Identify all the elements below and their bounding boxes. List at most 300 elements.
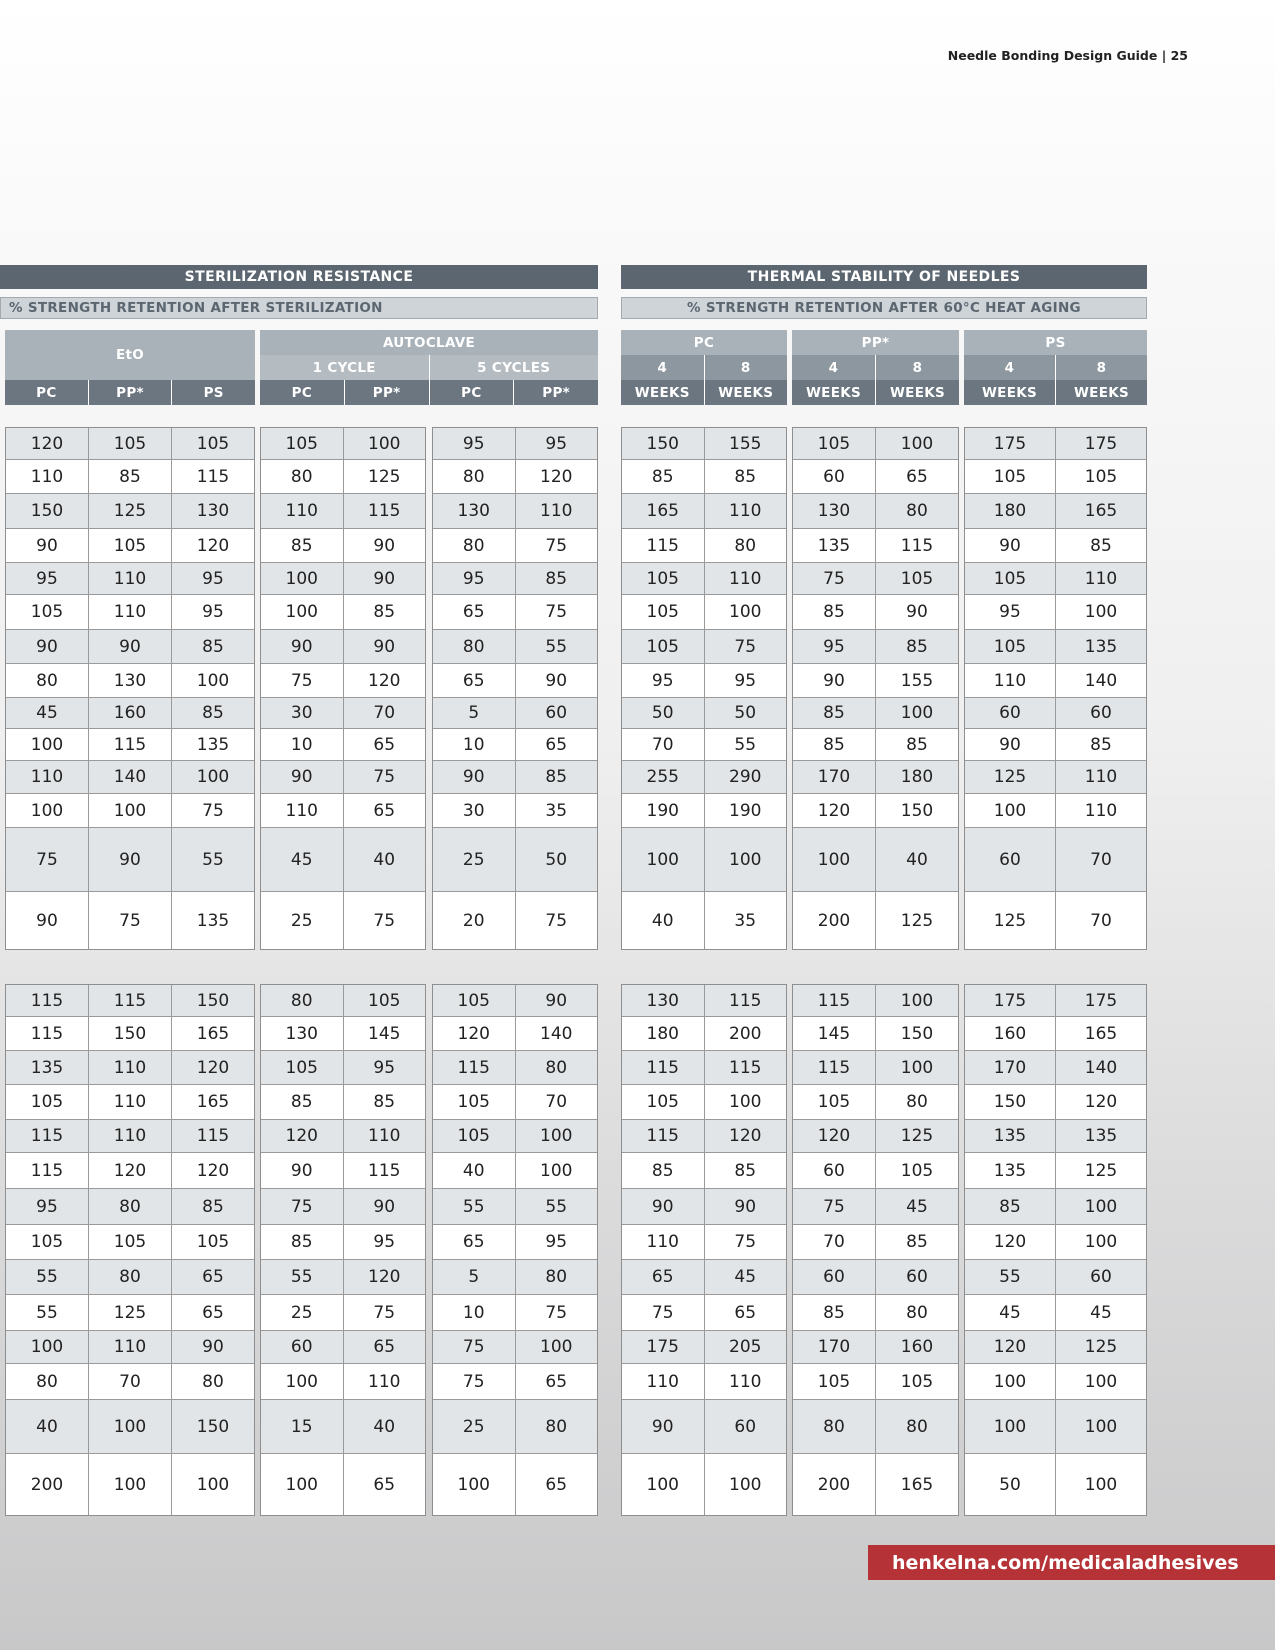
table-cell: 55 [545, 636, 568, 657]
table-cell: 95 [793, 630, 876, 663]
table-cell: 60 [793, 1260, 876, 1294]
table-block2-ac1 [260, 984, 426, 1516]
table-cell: 95 [202, 568, 224, 589]
table-row [261, 460, 425, 494]
table-cell: 115 [6, 1017, 89, 1050]
table-cell: 65 [545, 1371, 568, 1392]
table-cell: 80 [906, 1302, 928, 1323]
table-cell: 105 [6, 595, 89, 629]
table-row [793, 1085, 958, 1120]
table-cell: 115 [89, 729, 172, 760]
table-row [433, 1189, 597, 1225]
table-cell: 90 [622, 1189, 705, 1224]
table-cell: 110 [89, 1051, 172, 1084]
table-cell: 100 [261, 1364, 344, 1399]
table-cell: 80 [261, 460, 344, 493]
table-cell: 105 [900, 568, 934, 589]
ac1-col-pc: PC [260, 380, 345, 405]
table-row [433, 794, 597, 828]
table-cell: 135 [6, 1051, 89, 1084]
table-row [622, 698, 786, 729]
table-cell: 100 [622, 1454, 705, 1515]
table-cell: 135 [965, 1120, 1056, 1152]
table-cell: 80 [433, 630, 516, 663]
table-cell: 75 [793, 1189, 876, 1224]
table-cell: 85 [906, 734, 928, 755]
table-cell: 115 [368, 501, 401, 521]
table-cell: 100 [196, 1474, 230, 1495]
table-cell: 100 [1084, 1474, 1118, 1495]
table-block1-eto [5, 427, 255, 950]
footer-url-bar[interactable]: henkelna.com/medicaladhesives [868, 1545, 1275, 1580]
table-row [965, 595, 1146, 630]
table-row [261, 1400, 425, 1454]
table-cell: 105 [622, 563, 705, 594]
table-cell: 85 [373, 1092, 396, 1112]
table-row [261, 1454, 425, 1515]
table-cell: 90 [793, 664, 876, 697]
thermal-pc-label: PC [621, 330, 787, 355]
table-cell: 65 [373, 1474, 396, 1495]
table-cell: 75 [545, 535, 568, 556]
table-cell: 65 [373, 800, 396, 821]
table-cell: 90 [965, 529, 1056, 562]
table-cell: 80 [89, 1260, 172, 1294]
table-cell: 65 [373, 1337, 396, 1357]
table-cell: 70 [1090, 910, 1112, 931]
table-row [6, 595, 254, 630]
table-row [433, 1051, 597, 1085]
table-row [965, 664, 1146, 698]
table-cell: 120 [6, 428, 89, 459]
table-row [793, 1331, 958, 1364]
table-row [433, 985, 597, 1017]
table-row [6, 1364, 254, 1400]
table-cell: 175 [1084, 990, 1118, 1011]
table-row [6, 494, 254, 529]
table-cell: 130 [196, 501, 230, 521]
table-cell: 80 [6, 1364, 89, 1399]
table-cell: 135 [196, 734, 230, 755]
table-cell: 85 [793, 698, 876, 728]
table-cell: 110 [729, 501, 762, 521]
table-row [622, 1225, 786, 1260]
table-cell: 105 [89, 529, 172, 562]
pp-8-label: 8 [876, 355, 959, 380]
table-cell: 85 [734, 466, 757, 487]
table-cell: 110 [622, 1364, 705, 1399]
table-row [622, 1331, 786, 1364]
ac5-col-pp: PP* [514, 380, 598, 405]
table-row [433, 1153, 597, 1189]
table-cell: 10 [433, 1295, 516, 1330]
table-block1-t_pc [621, 427, 787, 950]
table-row [622, 460, 786, 494]
table-block2-t_pp [792, 984, 959, 1516]
table-block1-ac1 [260, 427, 426, 950]
table-cell: 75 [373, 767, 396, 787]
table-cell: 65 [433, 1225, 516, 1259]
table-cell: 85 [906, 1232, 928, 1252]
table-cell: 110 [1084, 767, 1118, 787]
table-cell: 95 [202, 602, 224, 622]
table-cell: 120 [433, 1017, 516, 1050]
table-cell: 85 [202, 703, 224, 723]
table-cell: 110 [261, 794, 344, 827]
table-row [6, 1260, 254, 1295]
table-cell: 75 [202, 800, 224, 821]
table-cell: 85 [622, 460, 705, 493]
table-row [433, 698, 597, 729]
table-row [622, 1120, 786, 1153]
table-cell: 60 [734, 1416, 757, 1437]
table-cell: 55 [6, 1260, 89, 1294]
table-row [6, 1225, 254, 1260]
table-cell: 160 [900, 1337, 934, 1357]
table-row [965, 1225, 1146, 1260]
table-cell: 100 [729, 1092, 762, 1112]
table-row [622, 828, 786, 892]
table-cell: 100 [900, 433, 934, 454]
table-row [793, 630, 958, 664]
table-cell: 150 [196, 990, 230, 1011]
table-cell: 75 [545, 602, 568, 622]
table-cell: 160 [965, 1017, 1056, 1050]
table-cell: 130 [433, 494, 516, 528]
table-cell: 105 [433, 985, 516, 1016]
table-row [622, 1085, 786, 1120]
table-cell: 105 [6, 1225, 89, 1259]
table-row [6, 794, 254, 828]
table-cell: 85 [545, 568, 568, 589]
table-cell: 25 [433, 828, 516, 891]
table-row [965, 529, 1146, 563]
table-cell: 160 [89, 698, 172, 728]
table-cell: 140 [1084, 670, 1118, 691]
table-cell: 100 [89, 1454, 172, 1515]
table-cell: 100 [6, 794, 89, 827]
table-cell: 80 [261, 985, 344, 1016]
table-cell: 95 [6, 563, 89, 594]
table-row [261, 1331, 425, 1364]
table-cell: 105 [622, 630, 705, 663]
table-cell: 115 [900, 535, 934, 556]
table-cell: 115 [368, 1160, 401, 1181]
table-row [622, 1260, 786, 1295]
autoclave-header [260, 330, 598, 406]
table-cell: 100 [368, 433, 401, 454]
table-row [622, 729, 786, 761]
table-row [261, 729, 425, 761]
thermal-ps-header [964, 330, 1147, 406]
table-row [6, 1331, 254, 1364]
table-cell: 120 [196, 1160, 230, 1181]
table-cell: 100 [89, 794, 172, 827]
table-cell: 80 [545, 1057, 568, 1078]
table-cell: 110 [1084, 568, 1118, 589]
table-row [6, 664, 254, 698]
table-row [622, 595, 786, 630]
eto-col-pp: PP* [89, 380, 173, 405]
table-cell: 125 [900, 1126, 934, 1146]
table-cell: 125 [965, 892, 1056, 949]
table-cell: 120 [793, 1120, 876, 1152]
table-cell: 45 [734, 1267, 757, 1287]
table-row [622, 1051, 786, 1085]
table-row [793, 828, 958, 892]
table-cell: 105 [196, 1232, 230, 1252]
table-cell: 85 [965, 1189, 1056, 1224]
table-row [793, 729, 958, 761]
table-cell: 10 [433, 729, 516, 760]
table-cell: 95 [433, 563, 516, 594]
table-cell: 205 [729, 1337, 762, 1357]
table-cell: 40 [906, 849, 928, 870]
table-cell: 120 [1084, 1092, 1118, 1112]
table-cell: 135 [1084, 1126, 1118, 1146]
table-cell: 110 [622, 1225, 705, 1259]
table-cell: 100 [261, 1454, 344, 1515]
table-row [965, 1295, 1146, 1331]
table-row [793, 529, 958, 563]
table-cell: 255 [622, 761, 705, 793]
table-cell: 100 [729, 1474, 762, 1495]
table-cell: 115 [729, 1057, 762, 1078]
table-cell: 100 [729, 602, 762, 622]
table-row [965, 1153, 1146, 1189]
table-cell: 190 [729, 800, 762, 821]
table-row [793, 794, 958, 828]
table-cell: 110 [89, 1331, 172, 1363]
table-cell: 85 [261, 529, 344, 562]
table-cell: 180 [622, 1017, 705, 1050]
table-cell: 100 [900, 703, 934, 723]
table-cell: 120 [793, 794, 876, 827]
table-row [793, 1153, 958, 1189]
table-cell: 65 [202, 1267, 224, 1287]
table-cell: 110 [6, 761, 89, 793]
table-cell: 90 [622, 1400, 705, 1453]
table-cell: 95 [373, 1232, 396, 1252]
table-cell: 110 [368, 1126, 401, 1146]
table-cell: 65 [545, 1474, 568, 1495]
table-cell: 30 [433, 794, 516, 827]
table-row [622, 1017, 786, 1051]
table-cell: 165 [196, 1023, 230, 1044]
table-cell: 40 [6, 1400, 89, 1453]
table-cell: 55 [965, 1260, 1056, 1294]
table-cell: 85 [89, 460, 172, 493]
table-cell: 105 [196, 433, 230, 454]
table-cell: 110 [1084, 800, 1118, 821]
table-row [261, 1120, 425, 1153]
table-row [793, 1454, 958, 1515]
table-cell: 50 [734, 703, 757, 723]
table-cell: 85 [202, 636, 224, 657]
table-cell: 90 [261, 1153, 344, 1188]
table-cell: 115 [196, 1126, 230, 1146]
table-cell: 115 [622, 1051, 705, 1084]
table-cell: 110 [965, 664, 1056, 697]
table-block1-t_pp [792, 427, 959, 950]
table-cell: 175 [1084, 433, 1118, 454]
table-row [261, 1189, 425, 1225]
table-cell: 75 [373, 910, 396, 931]
table-cell: 150 [6, 494, 89, 528]
table-cell: 65 [373, 734, 396, 755]
table-cell: 115 [196, 466, 230, 487]
table-row [433, 664, 597, 698]
table-cell: 170 [965, 1051, 1056, 1084]
table-cell: 100 [729, 849, 762, 870]
table-cell: 95 [734, 670, 757, 691]
table-row [6, 1189, 254, 1225]
table-cell: 25 [261, 892, 344, 949]
table-cell: 120 [196, 535, 230, 556]
table-cell: 115 [6, 985, 89, 1016]
table-cell: 135 [965, 1153, 1056, 1188]
table-cell: 90 [373, 636, 396, 657]
table-cell: 70 [373, 703, 396, 723]
table-cell: 75 [89, 892, 172, 949]
table-row [965, 563, 1146, 595]
table-row [6, 1017, 254, 1051]
table-cell: 105 [433, 1085, 516, 1119]
table-cell: 105 [965, 460, 1056, 493]
table-row [793, 1295, 958, 1331]
table-row [6, 1454, 254, 1515]
table-row [793, 892, 958, 949]
table-cell: 75 [433, 1331, 516, 1363]
table-cell: 85 [373, 602, 396, 622]
table-cell: 85 [734, 1160, 757, 1181]
table-row [6, 761, 254, 794]
table-cell: 135 [793, 529, 876, 562]
table-row [6, 985, 254, 1017]
table-cell: 100 [261, 563, 344, 594]
table-cell: 50 [965, 1454, 1056, 1515]
table-row [965, 1120, 1146, 1153]
table-row [433, 595, 597, 630]
table-cell: 120 [729, 1126, 762, 1146]
table-cell: 150 [900, 1023, 934, 1044]
table-row [433, 630, 597, 664]
table-cell: 90 [965, 729, 1056, 760]
table-cell: 200 [793, 1454, 876, 1515]
table-row [261, 630, 425, 664]
table-cell: 65 [433, 664, 516, 697]
table-cell: 80 [906, 1416, 928, 1437]
table-cell: 110 [540, 501, 573, 521]
table-row [433, 460, 597, 494]
table-cell: 90 [89, 828, 172, 891]
table-cell: 110 [89, 1120, 172, 1152]
table-cell: 60 [1090, 1267, 1112, 1287]
table-cell: 150 [89, 1017, 172, 1050]
table-row [261, 1051, 425, 1085]
table-row [622, 494, 786, 529]
table-cell: 120 [965, 1225, 1056, 1259]
table-row [793, 1017, 958, 1051]
table-cell: 125 [89, 494, 172, 528]
table-row [261, 1260, 425, 1295]
table-cell: 90 [6, 630, 89, 663]
table-cell: 115 [793, 985, 876, 1016]
table-row [261, 595, 425, 630]
table-cell: 80 [793, 1400, 876, 1453]
table-cell: 90 [202, 1337, 224, 1357]
table-cell: 85 [202, 1196, 224, 1217]
table-row [965, 1260, 1146, 1295]
table-cell: 105 [900, 1160, 934, 1181]
table-cell: 170 [793, 1331, 876, 1363]
table-cell: 95 [545, 433, 568, 454]
table-cell: 75 [261, 664, 344, 697]
table-cell: 75 [373, 1302, 396, 1323]
table-row [433, 1400, 597, 1454]
table-cell: 130 [261, 1017, 344, 1050]
table-cell: 50 [622, 698, 705, 728]
ac5-col-pc: PC [430, 380, 515, 405]
table-row [433, 1260, 597, 1295]
table-cell: 95 [622, 664, 705, 697]
table-cell: 80 [734, 535, 757, 556]
table-cell: 105 [261, 428, 344, 459]
table-row [433, 1225, 597, 1260]
table-cell: 60 [793, 460, 876, 493]
table-row [433, 428, 597, 460]
table-row [793, 1225, 958, 1260]
table-row [433, 1017, 597, 1051]
table-cell: 30 [261, 698, 344, 728]
table-cell: 80 [6, 664, 89, 697]
table-cell: 100 [196, 670, 230, 691]
table-cell: 110 [89, 563, 172, 594]
table-cell: 40 [622, 892, 705, 949]
table-row [793, 460, 958, 494]
table-cell: 105 [433, 1120, 516, 1152]
table-cell: 90 [373, 535, 396, 556]
table-cell: 90 [734, 1196, 757, 1217]
table-cell: 40 [433, 1153, 516, 1188]
table-row [261, 1225, 425, 1260]
ps-4-weeks: WEEKS [964, 380, 1056, 405]
table-cell: 100 [6, 1331, 89, 1363]
thermal-pp-label: PP* [792, 330, 959, 355]
table-row [965, 1051, 1146, 1085]
ps-8-label: 8 [1056, 355, 1147, 380]
table-cell: 175 [622, 1331, 705, 1363]
table-cell: 150 [900, 800, 934, 821]
table-cell: 120 [965, 1331, 1056, 1363]
table-row [433, 1085, 597, 1120]
table-cell: 45 [906, 1196, 928, 1217]
table-row [793, 1189, 958, 1225]
table-cell: 290 [729, 767, 762, 787]
table-block1-t_ps [964, 427, 1147, 950]
table-cell: 130 [793, 494, 876, 528]
table-cell: 190 [622, 794, 705, 827]
table-cell: 175 [965, 985, 1056, 1016]
table-cell: 70 [1090, 849, 1112, 870]
table-row [6, 1295, 254, 1331]
table-row [793, 494, 958, 529]
table-cell: 55 [261, 1260, 344, 1294]
table-cell: 170 [793, 761, 876, 793]
table-cell: 100 [965, 794, 1056, 827]
table-row [965, 729, 1146, 761]
table-cell: 105 [965, 630, 1056, 663]
